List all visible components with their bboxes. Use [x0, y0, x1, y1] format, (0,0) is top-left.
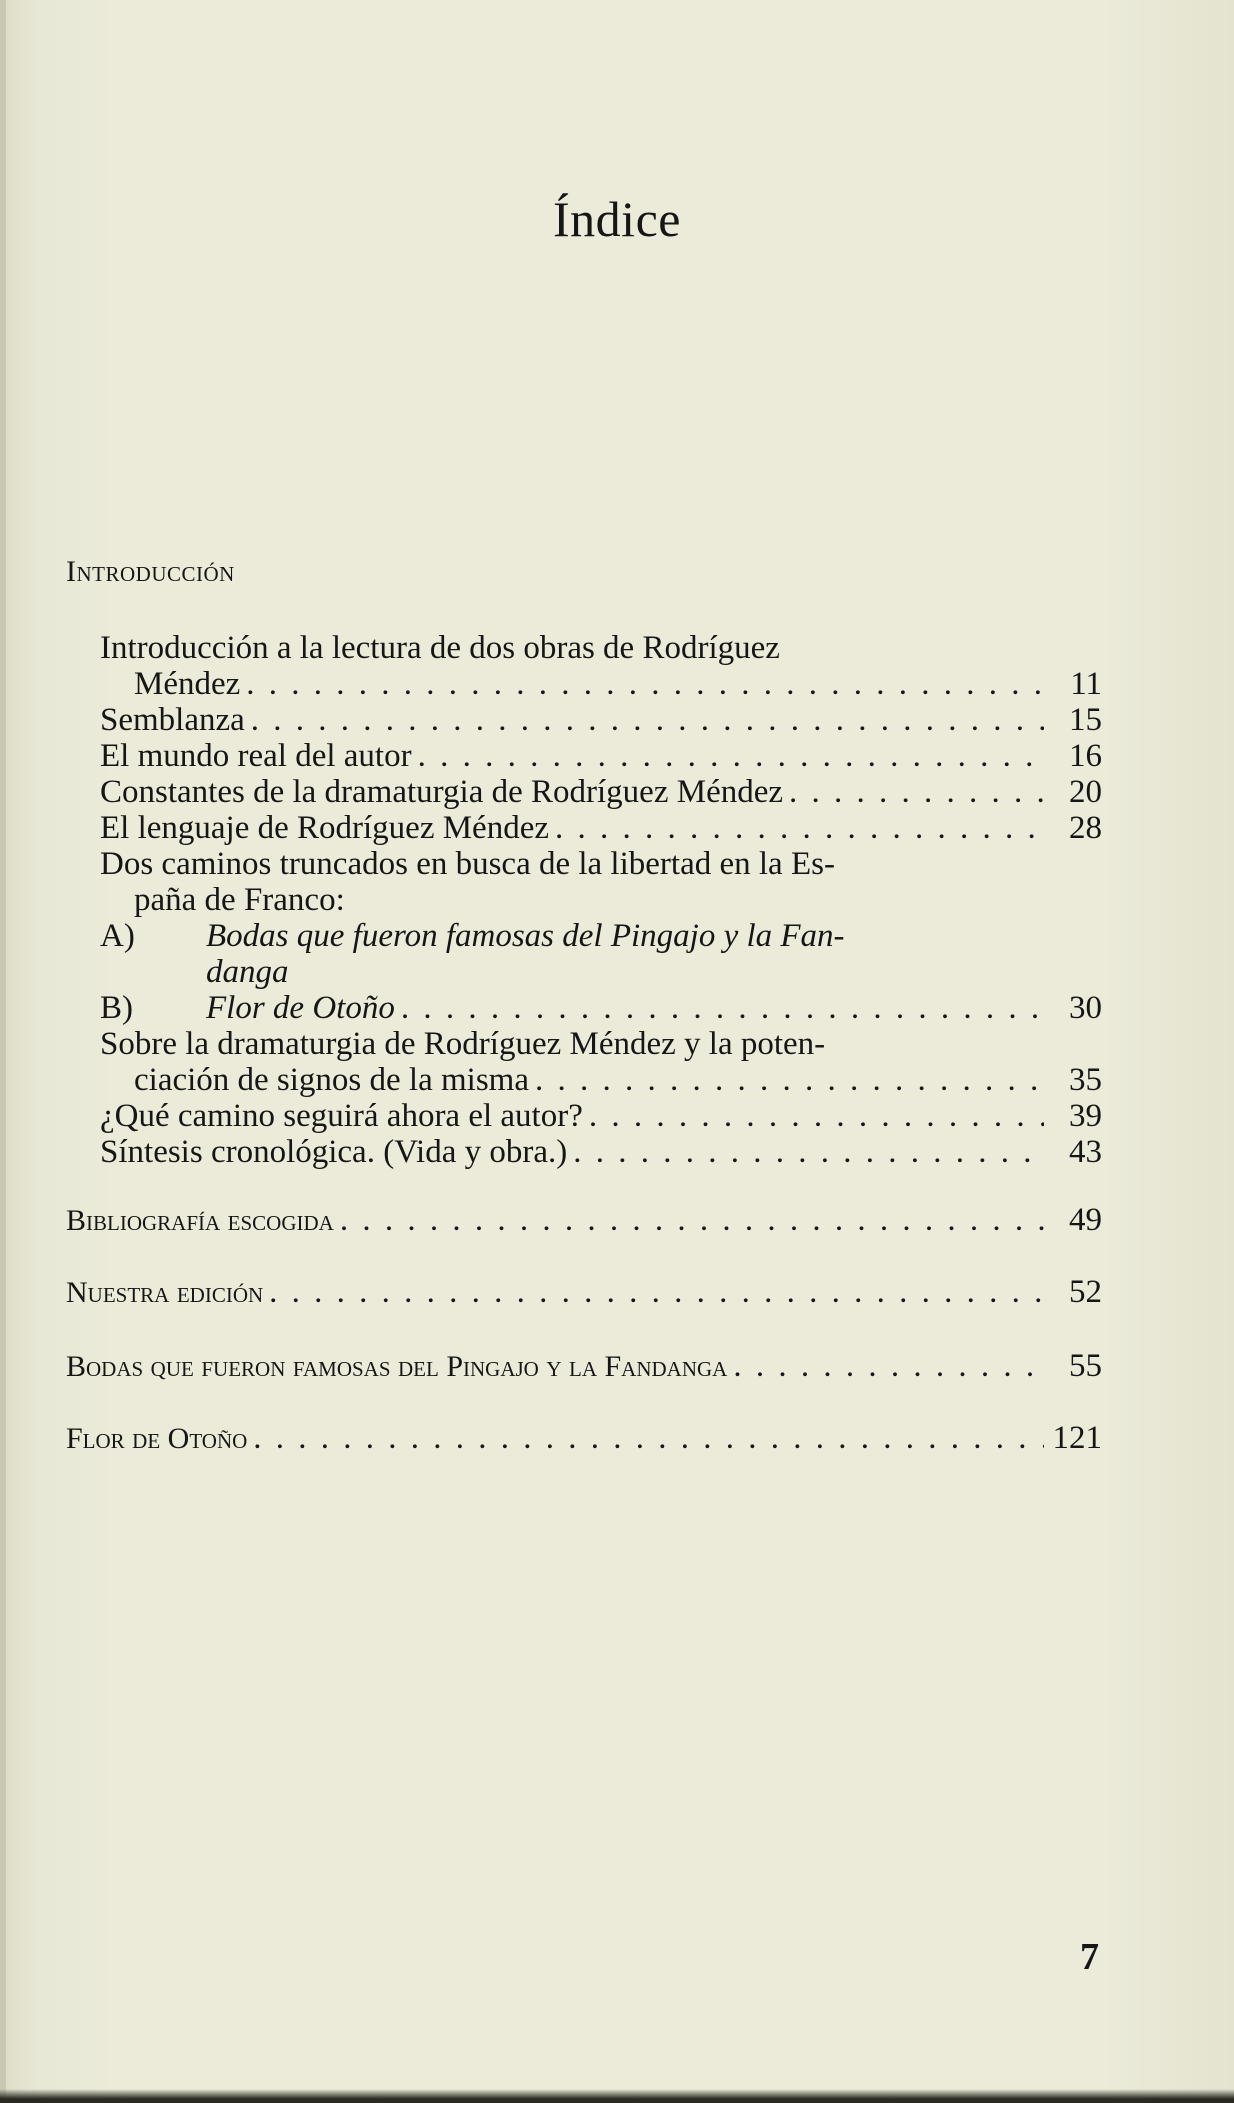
- toc-subentry: [100, 990, 1102, 1026]
- toc-section-text: Bodas que fueron famosas del Pingajo y la Fandanga: [66, 1350, 728, 1383]
- toc-page-number: 121: [1052, 1420, 1102, 1456]
- leader-dots: [269, 1274, 1044, 1310]
- toc-page-number: 55: [1069, 1348, 1102, 1384]
- toc-entry-line: [134, 882, 1136, 918]
- toc-section: [66, 1274, 1102, 1311]
- toc-entry: [100, 774, 1102, 810]
- leader-dots: [555, 810, 1044, 846]
- toc-entry-line: [100, 846, 1102, 882]
- toc-entry-text: ¿Qué camino seguirá ahora el autor?: [100, 1098, 583, 1134]
- toc-entry: [134, 1062, 1102, 1098]
- page-left-edge: [0, 0, 6, 2103]
- toc-entry-text: Semblanza: [100, 702, 245, 738]
- toc-section-text: Nuestra edición: [66, 1276, 264, 1309]
- toc-entry-text: Introducción a la lectura de dos obras de Rodríguez: [100, 630, 780, 666]
- section-heading-introduccion: Introducción: [66, 555, 235, 588]
- toc-subentry-line: [206, 954, 1234, 990]
- page-title: Índice: [553, 191, 681, 247]
- leader-dots: [418, 738, 1044, 774]
- leader-dots: [535, 1062, 1044, 1098]
- toc-entry: [100, 1134, 1102, 1170]
- toc-entry-text: ciación de signos de la misma: [134, 1062, 529, 1098]
- toc-page-number: 35: [1069, 1062, 1102, 1098]
- toc-page-number: 16: [1069, 738, 1102, 774]
- toc-page-number: 28: [1069, 810, 1102, 846]
- toc-page-number: 49: [1069, 1202, 1102, 1238]
- toc-entry-text: Méndez: [134, 666, 241, 702]
- toc-entry-text: paña de Franco:: [134, 882, 345, 918]
- leader-dots: [340, 1202, 1044, 1238]
- subentry-label: B): [100, 990, 133, 1026]
- subentry-label: A): [100, 918, 135, 954]
- toc-entry-line: [100, 630, 1102, 666]
- toc-subentry: [100, 918, 1136, 954]
- toc-section-text: Bibliografía escogida: [66, 1204, 334, 1237]
- toc-entry-text: Flor de Otoño: [206, 990, 395, 1026]
- toc-entry-text: Dos caminos truncados en busca de la libertad en la Es-: [100, 846, 835, 882]
- toc-entry-text: Bodas que fueron famosas del Pingajo y la Fan-: [206, 918, 845, 954]
- toc-section: [66, 1420, 1102, 1457]
- toc-page-number: 39: [1069, 1098, 1102, 1134]
- leader-dots: [401, 990, 1044, 1026]
- toc-section-text: Flor de Otoño: [66, 1422, 248, 1455]
- leader-dots: [251, 702, 1044, 738]
- toc-entry: [100, 810, 1102, 846]
- leader-dots: [253, 1420, 1044, 1456]
- toc-entry: [100, 702, 1102, 738]
- toc-page-number: 30: [1069, 990, 1102, 1026]
- leader-dots: [733, 1348, 1044, 1384]
- toc-entry: [100, 1098, 1102, 1134]
- toc-page-number: 15: [1069, 702, 1102, 738]
- toc-entry-text: Síntesis cronológica. (Vida y obra.): [100, 1134, 568, 1170]
- toc-page-number: 43: [1069, 1134, 1102, 1170]
- toc-section: [66, 1348, 1102, 1385]
- toc-entry-text: danga: [206, 954, 289, 990]
- leader-dots: [573, 1134, 1044, 1170]
- toc-section: [66, 1202, 1102, 1239]
- toc-entry: [134, 666, 1102, 702]
- leader-dots: [789, 774, 1044, 810]
- toc-entry-text: Sobre la dramaturgia de Rodríguez Méndez y la poten-: [100, 1026, 826, 1062]
- toc-entry-line: [100, 1026, 1102, 1062]
- toc-entry-text: Constantes de la dramaturgia de Rodríguez Méndez: [100, 774, 784, 810]
- toc-entry-text: El lenguaje de Rodríguez Méndez: [100, 810, 549, 846]
- toc-page-number: 20: [1069, 774, 1102, 810]
- page-number: 7: [1080, 1936, 1099, 1978]
- page-bottom-edge: [0, 2089, 1234, 2103]
- toc-entry-text: El mundo real del autor: [100, 738, 412, 774]
- leader-dots: [246, 666, 1044, 702]
- leader-dots: [589, 1098, 1044, 1134]
- toc-page-number: 52: [1069, 1274, 1102, 1310]
- toc-entry: [100, 738, 1102, 774]
- toc-page-number: 11: [1070, 666, 1102, 702]
